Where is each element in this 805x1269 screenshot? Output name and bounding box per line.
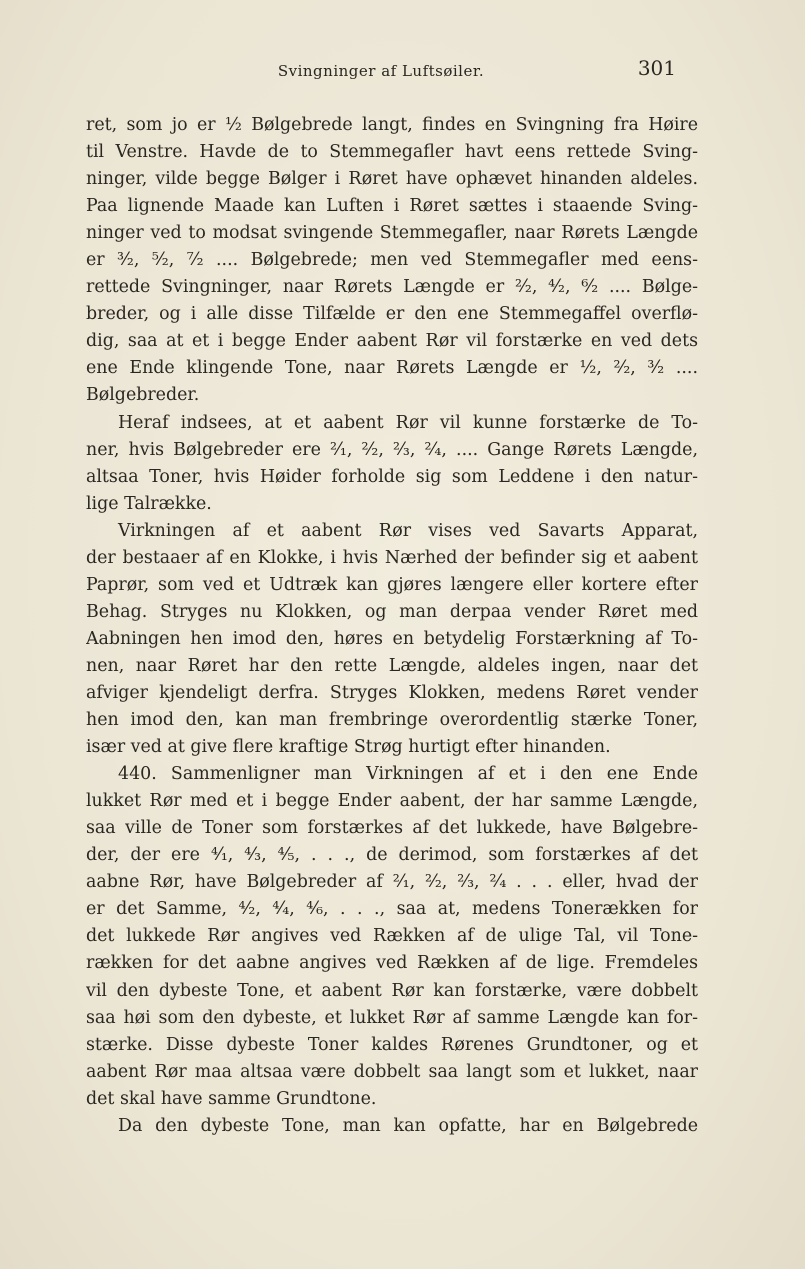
text-line: rækken for det aabne angives ved Rækken af de lige. Fremdeles bbox=[86, 953, 698, 974]
text-line: er det Samme, ⁴⁄₂, ⁴⁄₄, ⁴⁄₆, . . ., saa at, medens Tonerækken for bbox=[86, 899, 698, 920]
text-line: Aabningen hen imod den, høres en betydelig Forstærkning af To- bbox=[86, 628, 698, 649]
text-line: nen, naar Røret har den rette Længde, aldeles ingen, naar det bbox=[86, 655, 698, 676]
text-line: der, der ere ⁴⁄₁, ⁴⁄₃, ⁴⁄₅, . . ., de derimod, som forstærkes af det bbox=[86, 845, 698, 866]
text-line: stærke. Disse dybeste Toner kaldes Rørenes Grundtoner, og et bbox=[86, 1034, 698, 1055]
text-line: dig, saa at et i begge Ender aabent Rør vil forstærke en ved dets bbox=[86, 331, 698, 352]
text-line: Paprør, som ved et Udtræk kan gjøres længere eller kortere efter bbox=[86, 574, 698, 595]
text-line: saa ville de Toner som forstærkes af det lukkede, have Bølgebre- bbox=[86, 818, 698, 839]
text-line: til Venstre. Havde de to Stemmegafler havt eens rettede Sving- bbox=[86, 142, 698, 163]
text-line: afviger kjendeligt derfra. Strygеs Klokken, medens Røret vender bbox=[86, 682, 698, 703]
running-head bbox=[86, 56, 676, 86]
text-line: ninger, vilde begge Bølger i Røret have ophævet hinanden aldeles. bbox=[86, 169, 698, 190]
text-line: Virkningen af et aabent Rør vises ved Savarts Apparat, bbox=[118, 520, 698, 541]
text-line: er ³⁄₂, ⁵⁄₂, ⁷⁄₂ .... Bølgebrede; men ved Stemmegafler med eens- bbox=[86, 250, 698, 271]
text-line: ninger ved to modsat svingende Stemmegafler, naar Rørets Længde bbox=[86, 223, 698, 244]
text-line: ret, som jo er ½ Bølgebrede langt, findes en Svingning fra Høire bbox=[86, 115, 698, 135]
text-line: lige Talrække. bbox=[86, 493, 212, 514]
text-line: det skal have samme Grundtone. bbox=[86, 1088, 377, 1109]
text-line: især ved at give flere kraftige Strøg hurtigt efter hinanden. bbox=[86, 737, 611, 758]
body-text bbox=[86, 112, 698, 1140]
text-line: saa høi som den dybeste, et lukket Rør af samme Længde kan for- bbox=[86, 1007, 698, 1028]
text-line: Behag. Strygеs nu Klokken, og man derpaa vender Røret med bbox=[86, 601, 698, 622]
text-line: hen imod den, kan man frembringe overordentlig stærke Toner, bbox=[86, 710, 698, 731]
text-line: breder, og i alle disse Tilfælde er den ene Stemmegaffel overflø- bbox=[86, 304, 698, 325]
section-start-line: 440. Sammenligner man Virkningen af et i den ene Ende bbox=[118, 764, 698, 785]
text-line: der bestaaer af en Klokke, i hvis Nærhed der befinder sig et aabent bbox=[86, 547, 698, 568]
text-line: aabne Rør, have Bølgebreder af ²⁄₁, ²⁄₂, ²⁄₃, ²⁄₄ . . . eller, hvad der bbox=[86, 872, 698, 893]
text-line: ene Ende klingende Tone, naar Rørets Længde er ½, ²⁄₂, ³⁄₂ .... bbox=[86, 358, 698, 379]
text-line: vil den dybeste Tone, et aabent Rør kan forstærke, være dobbelt bbox=[86, 980, 698, 1001]
text-line: ner, hvis Bølgebreder ere ²⁄₁, ²⁄₂, ²⁄₃, ²⁄₄, .... Gange Rørets Længde, bbox=[86, 439, 698, 460]
text-line: rettede Svingninger, naar Rørets Længde er ²⁄₂, ⁴⁄₂, ⁶⁄₂ .... Bølge- bbox=[86, 277, 698, 298]
text-line: lukket Rør med et i begge Ender aabent, der har samme Længde, bbox=[86, 791, 698, 812]
text-line: Da den dybeste Tone, man kan opfatte, har en Bølgebrede bbox=[118, 1115, 698, 1136]
text-line: altsaa Toner, hvis Høider forholde sig som Leddene i den natur- bbox=[86, 466, 698, 487]
text-line: Paa lignende Maade kan Luften i Røret sættes i staaende Sving- bbox=[86, 196, 698, 217]
text-line: Bølgebreder. bbox=[86, 385, 200, 406]
text-line: Heraf indsees, at et aabent Rør vil kunne forstærke de To- bbox=[118, 412, 698, 433]
text-line: det lukkede Rør angives ved Rækken af de ulige Tal, vil Tone- bbox=[86, 926, 698, 947]
text-line: aabent Rør maa altsaa være dobbelt saa langt som et lukket, naar bbox=[86, 1061, 698, 1082]
page-number: 301 bbox=[637, 56, 676, 80]
running-title: Svingninger af Luftsøiler. bbox=[277, 62, 485, 80]
